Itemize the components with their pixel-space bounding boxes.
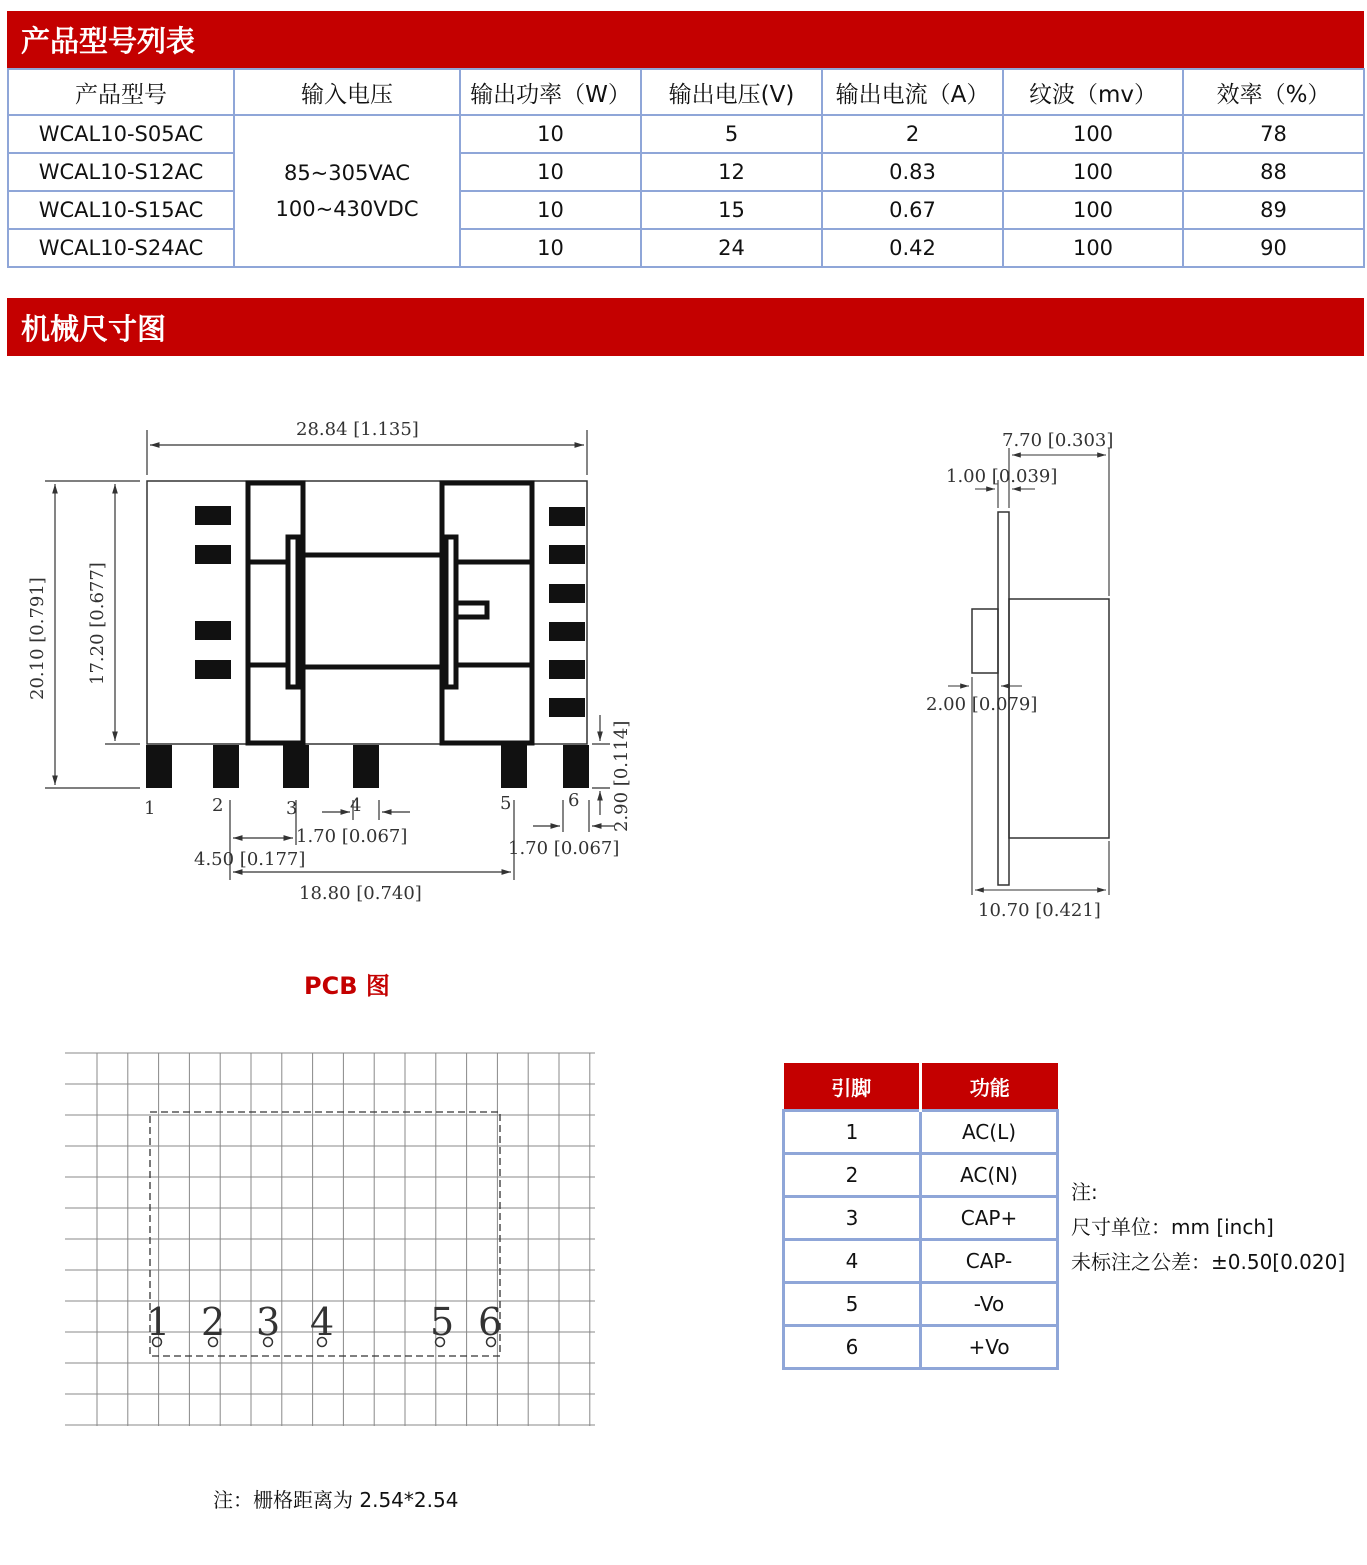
cell-vout: 5: [641, 115, 822, 153]
cell-efficiency: 88: [1183, 153, 1364, 191]
grid-note: 注：栅格距离为 2.54*2.54: [213, 1488, 459, 1512]
cell-vout: 24: [641, 229, 822, 267]
header-ripple: 纹波（mv）: [1003, 69, 1183, 115]
cell-model: WCAL10-S15AC: [8, 191, 234, 229]
input-voltage-ac: 85~305VAC: [283, 161, 411, 185]
models-section-title: 产品型号列表: [7, 11, 1364, 68]
table-row: [784, 1111, 1058, 1154]
notes-title: 注:: [1071, 1180, 1098, 1204]
pin-function: -Vo: [921, 1283, 1058, 1326]
notes-tolerance: 未标注之公差：±0.50[0.020]: [1071, 1250, 1346, 1274]
height-dimension: 20.10 [0.791]: [27, 577, 48, 700]
cell-model: WCAL10-S24AC: [8, 229, 234, 267]
pin-span-dimension: 18.80 [0.740]: [299, 883, 422, 904]
side-board-dimension: 1.00 [0.039]: [946, 466, 1058, 487]
header-output-voltage: 输出电压(V): [641, 69, 822, 115]
cell-iout: 0.42: [822, 229, 1003, 267]
right-pad-group: [549, 507, 585, 717]
cell-power: 10: [460, 115, 641, 153]
pin-number: 6: [784, 1326, 921, 1369]
table-row: [784, 1240, 1058, 1283]
side-pin: [972, 609, 998, 673]
header-output-power: 输出功率（W）: [460, 69, 641, 115]
pin-pitch-left-dimension: 1.70 [0.067]: [296, 826, 408, 847]
pin-number: 1: [784, 1111, 921, 1154]
input-voltage-dc: 100~430VDC: [275, 197, 419, 221]
pin-offset-dimension: 4.50 [0.177]: [194, 849, 306, 870]
pin-function: AC(L): [921, 1111, 1058, 1154]
mechanical-section-title: 机械尺寸图: [7, 298, 1364, 356]
pin-number: 5: [784, 1283, 921, 1326]
table-row: [784, 1154, 1058, 1197]
pin-label-6: 6: [568, 790, 580, 811]
cell-power: 10: [460, 229, 641, 267]
pin-label-2: 2: [212, 795, 224, 816]
header-function: 功能: [921, 1063, 1058, 1111]
side-component: [1009, 599, 1109, 838]
pin-function: CAP+: [921, 1197, 1058, 1240]
width-dimension: 28.84 [1.135]: [296, 419, 419, 440]
cell-ripple: 100: [1003, 229, 1183, 267]
pin-group: [146, 745, 589, 788]
cell-model: WCAL10-S05AC: [8, 115, 234, 153]
pin-function: AC(N): [921, 1154, 1058, 1197]
pin-label-4: 4: [350, 795, 362, 816]
cell-efficiency: 78: [1183, 115, 1364, 153]
side-pin-dimension: 2.00 [0.079]: [926, 694, 1038, 715]
cell-iout: 2: [822, 115, 1003, 153]
cell-vout: 15: [641, 191, 822, 229]
cell-iout: 0.67: [822, 191, 1003, 229]
pin-table-header: [784, 1063, 1058, 1111]
pcb-pin-label-3: 3: [256, 1300, 281, 1344]
header-pin: 引脚: [784, 1063, 921, 1111]
pin-function: CAP-: [921, 1240, 1058, 1283]
header-output-current: 输出电流（A）: [822, 69, 1003, 115]
pin-function-table: [782, 1063, 1059, 1370]
side-total-dimension: 10.70 [0.421]: [978, 900, 1101, 921]
pin-pitch-right-dimension: 1.70 [0.067]: [508, 838, 620, 859]
front-view-drawing: [27, 419, 632, 904]
pcb-pin-label-4: 4: [310, 1300, 335, 1344]
grid-lines: [65, 1053, 595, 1426]
cell-efficiency: 89: [1183, 191, 1364, 229]
pin-length-dimension: 2.90 [0.114]: [611, 720, 632, 832]
table-row: [784, 1283, 1058, 1326]
pin-function: +Vo: [921, 1326, 1058, 1369]
pin-number: 2: [784, 1154, 921, 1197]
transformer-core: [248, 483, 532, 743]
notes-unit: 尺寸单位：mm [inch]: [1071, 1215, 1274, 1239]
cell-vout: 12: [641, 153, 822, 191]
pin-number: 4: [784, 1240, 921, 1283]
header-model: 产品型号: [8, 69, 234, 115]
cell-model: WCAL10-S12AC: [8, 153, 234, 191]
cell-efficiency: 90: [1183, 229, 1364, 267]
cell-iout: 0.83: [822, 153, 1003, 191]
header-input-voltage: 输入电压: [234, 69, 460, 115]
pcb-pin-label-5: 5: [430, 1300, 455, 1344]
body-height-dimension: 17.20 [0.677]: [87, 562, 108, 685]
side-view-drawing: [926, 430, 1113, 921]
cell-power: 10: [460, 153, 641, 191]
pin-number: 3: [784, 1197, 921, 1240]
side-depth-dimension: 7.70 [0.303]: [1002, 430, 1114, 451]
pcb-pin-label-1: 1: [146, 1300, 171, 1344]
left-pad-group: [195, 506, 231, 679]
notes-block: [1071, 1175, 1345, 1280]
pin-label-1: 1: [144, 798, 156, 819]
pcb-caption: PCB 图: [304, 972, 390, 1000]
header-efficiency: 效率（%）: [1183, 69, 1364, 115]
cell-ripple: 100: [1003, 191, 1183, 229]
pcb-pin-label-2: 2: [201, 1300, 226, 1344]
pcb-pin-label-6: 6: [478, 1300, 503, 1344]
cell-power: 10: [460, 191, 641, 229]
cell-ripple: 100: [1003, 115, 1183, 153]
table-row: [784, 1197, 1058, 1240]
pin-label-3: 3: [286, 798, 298, 819]
pcb-grid-drawing: [65, 1053, 595, 1426]
pin-label-5: 5: [500, 793, 512, 814]
table-row: [784, 1326, 1058, 1369]
cell-ripple: 100: [1003, 153, 1183, 191]
